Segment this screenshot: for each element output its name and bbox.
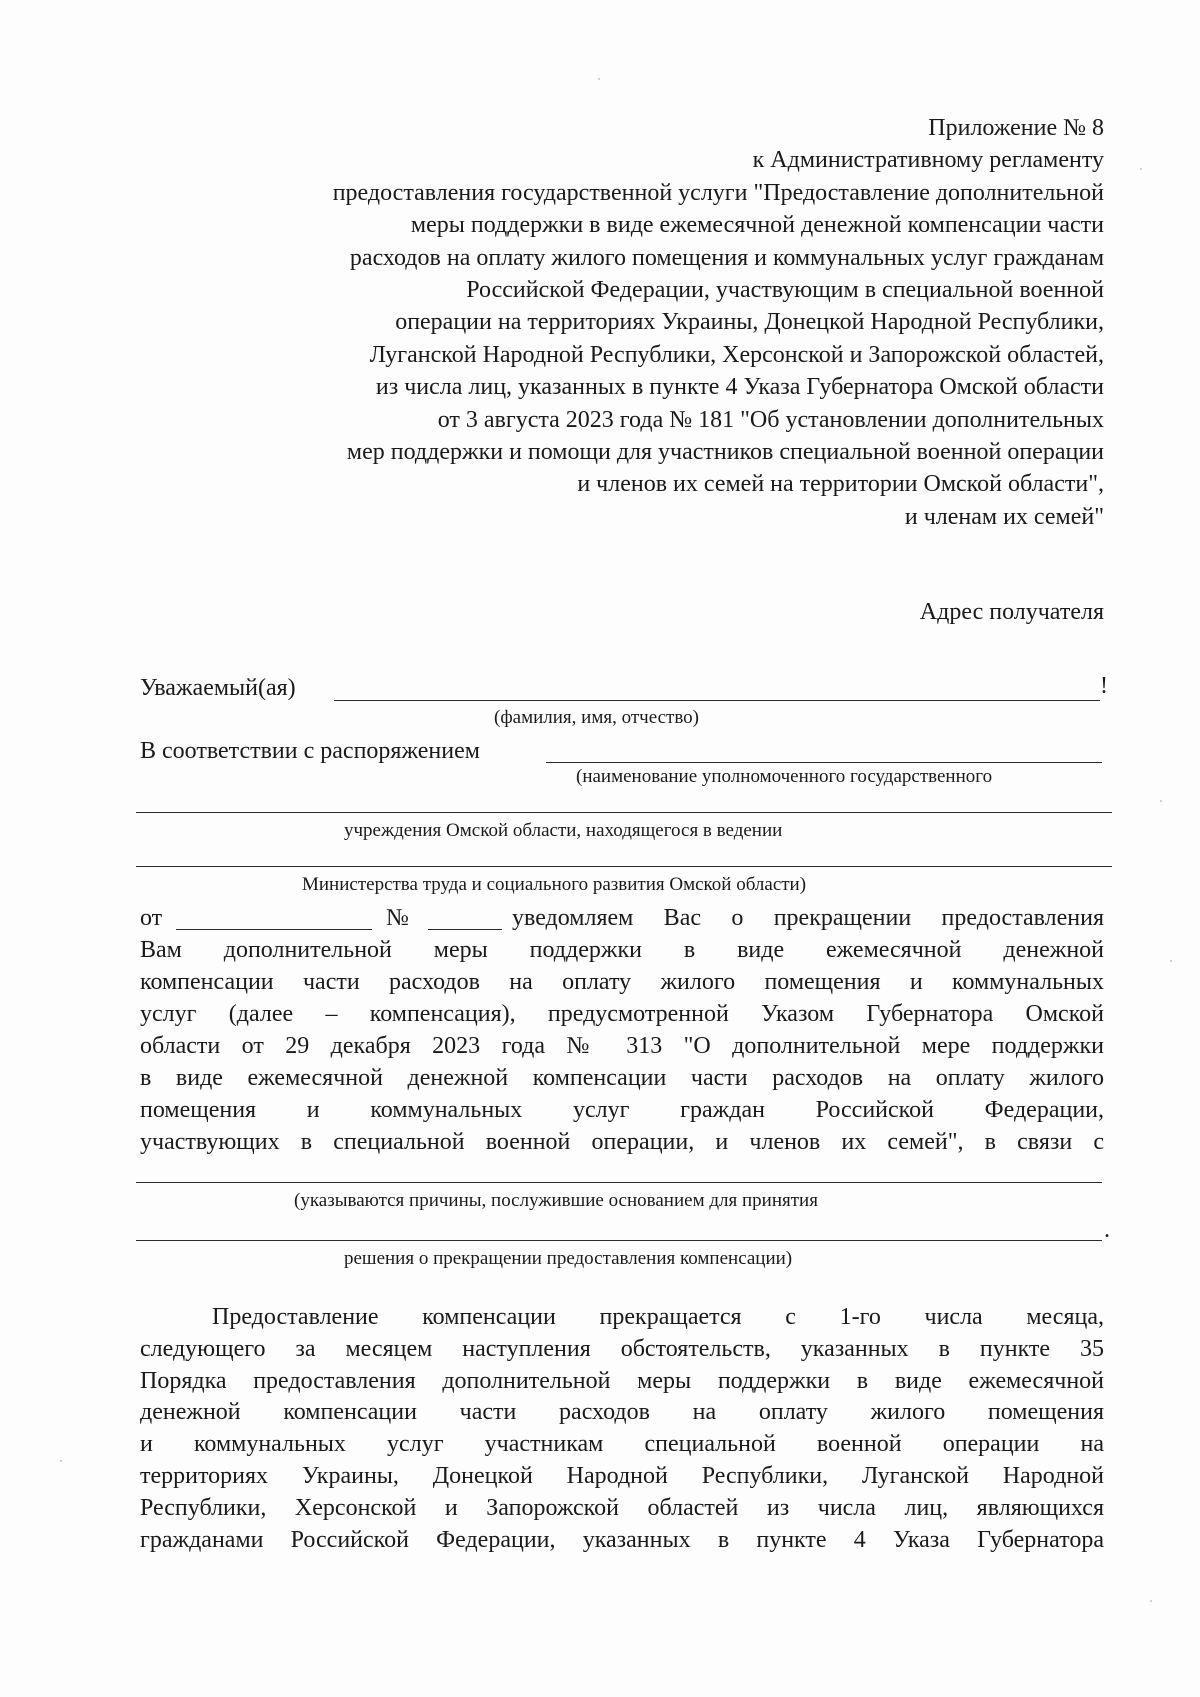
annex-line: из числа лиц, указанных в пункте 4 Указа Губернатора Омской области: [375, 374, 1104, 401]
scan-speck: [1170, 960, 1172, 962]
annex-line: мер поддержки и помощи для участников специальной военной операции: [346, 439, 1104, 466]
reason-end-period: .: [1104, 1217, 1110, 1243]
order-name-line[interactable]: [546, 762, 1102, 763]
notice-line: участвующих в специальной военной операции, и членов их семей", в связи с: [140, 1129, 1104, 1155]
reason-line-2[interactable]: [136, 1240, 1102, 1241]
scan-speck: [60, 1460, 62, 1462]
paragraph-line: следующего за месяцем наступления обстоятельств, указанных в пункте 35: [140, 1335, 1104, 1362]
annex-line: меры поддержки в виде ежемесячной денежной компенсации части: [410, 212, 1104, 239]
notice-line: Вам дополнительной меры поддержки в виде ежемесячной денежной: [140, 937, 1104, 963]
notice-first-line-rest: [512, 902, 1104, 934]
annex-header: [144, 112, 1104, 533]
reason-line-1[interactable]: [136, 1182, 1102, 1183]
paragraph-line: Республики, Херсонской и Запорожской областей из числа лиц, являющихся: [140, 1494, 1104, 1521]
greeting-exclamation: !: [1100, 673, 1108, 699]
annex-line: Российской Федерации, участвующим в специальной военной: [466, 277, 1104, 304]
scan-speck: [1150, 1600, 1152, 1602]
termination-paragraph: [140, 1302, 1104, 1556]
notice-line: в виде ежемесячной денежной компенсации части расходов на оплату жилого: [140, 1065, 1104, 1091]
annex-line: предоставления государственной услуги "Предоставление дополнительной: [332, 179, 1104, 206]
paragraph-line: денежной компенсации части расходов на оплату жилого помещения: [140, 1399, 1104, 1426]
annex-line: и членов их семей на территории Омской области",: [577, 471, 1104, 498]
annex-line: операции на территориях Украины, Донецкой Народной Республики,: [395, 309, 1104, 336]
notice-line: компенсации части расходов на оплату жилого помещения и коммунальных: [140, 969, 1104, 995]
notice-date-line[interactable]: [176, 929, 372, 930]
annex-line: и членам их семей": [904, 503, 1104, 530]
notice-line: услуг (далее – компенсация), предусмотренной Указом Губернатора Омской: [140, 1001, 1104, 1027]
reason-caption-2: решения о прекращении предоставления компенсации): [344, 1248, 793, 1269]
greeting-label: Уважаемый(ая): [140, 675, 296, 701]
annex-line: Луганской Народной Республики, Херсонской и Запорожской областей,: [369, 341, 1104, 368]
notice-body: [140, 934, 1104, 1158]
order-label: В соответствии с распоряжением: [140, 738, 480, 764]
greeting-name-line[interactable]: [334, 700, 1100, 701]
annex-line: от 3 августа 2023 года № 181 "Об установлении дополнительных: [437, 406, 1104, 433]
paragraph-line: территориях Украины, Донецкой Народной Республики, Луганской Народной: [140, 1462, 1104, 1489]
scan-speck: [598, 78, 600, 80]
annex-line: к Административному регламенту: [752, 147, 1104, 174]
recipient-address: Адрес получателя: [919, 599, 1104, 625]
paragraph-line: и коммунальных услуг участникам специальной военной операции на: [140, 1431, 1104, 1458]
reason-caption-1: (указываются причины, послужившие основанием для принятия: [294, 1190, 818, 1211]
scan-speck: [1140, 168, 1142, 170]
order-caption-1: (наименование уполномоченного государственного: [576, 766, 993, 787]
notice-line: области от 29 декабря 2023 года № 313 "О дополнительной мере поддержки: [140, 1033, 1104, 1059]
notice-line: помещения и коммунальных услуг граждан Российской Федерации,: [140, 1097, 1104, 1123]
order-caption-3: Министерства труда и социального развития Омской области): [302, 874, 807, 895]
scan-speck: [1160, 800, 1162, 802]
order-caption-2: учреждения Омской области, находящегося в ведении: [344, 820, 783, 841]
notice-first-line-text: уведомляем Вас о прекращении предоставления: [512, 905, 1104, 931]
order-line-2[interactable]: [136, 812, 1112, 813]
notice-number-label: №: [386, 905, 409, 931]
paragraph-line: Порядка предоставления дополнительной меры поддержки в виде ежемесячной: [140, 1367, 1104, 1394]
order-line-3[interactable]: [136, 866, 1112, 867]
greeting-caption: (фамилия, имя, отчество): [494, 707, 700, 728]
paragraph-line: Предоставление компенсации прекращается с 1-го числа месяца,: [212, 1304, 1104, 1330]
notice-from-label: от: [140, 905, 163, 931]
paragraph-line: гражданами Российской Федерации, указанных в пункте 4 Указа Губернатора: [140, 1526, 1104, 1553]
notice-number-line[interactable]: [428, 929, 502, 930]
annex-line: Приложение № 8: [928, 115, 1104, 141]
annex-line: расходов на оплату жилого помещения и коммунальных услуг гражданам: [349, 244, 1104, 271]
